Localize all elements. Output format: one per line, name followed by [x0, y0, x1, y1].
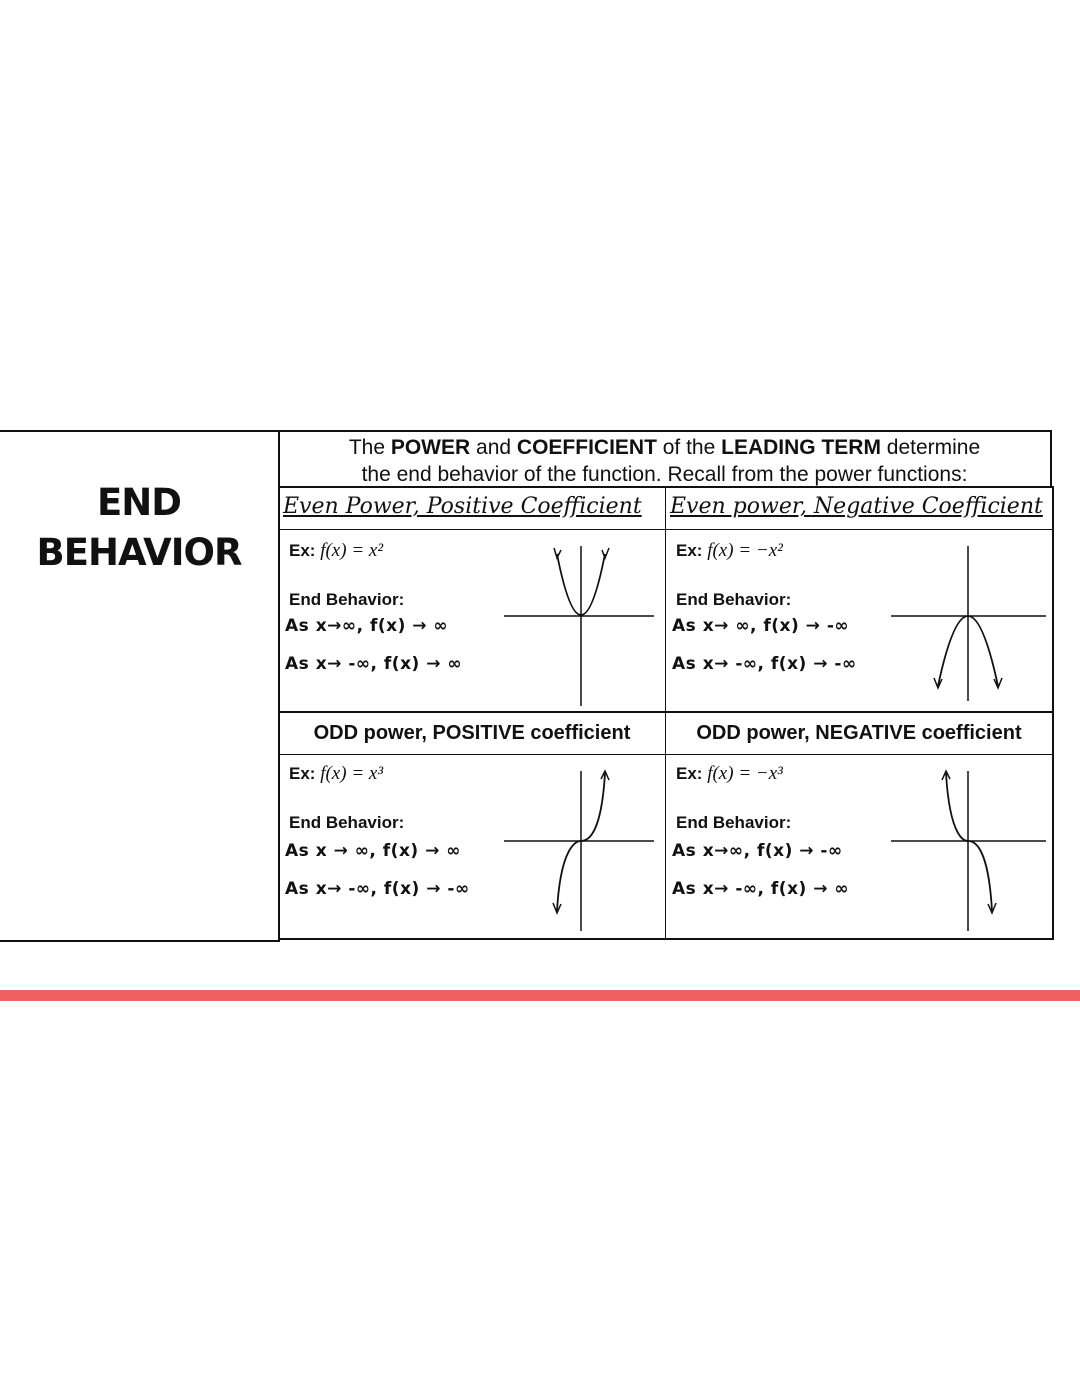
end-behavior-label: End Behavior:	[289, 813, 405, 832]
topic-line-1: END	[97, 481, 181, 524]
graph-even-positive	[499, 536, 669, 711]
case-odd-negative	[666, 713, 1054, 940]
intro-line-1: The POWER and COEFFICIENT of the LEADING TERM determine	[348, 436, 981, 459]
topic-title	[0, 478, 278, 578]
end-behavior-note-2: As x→ -∞, f(x) → ∞	[672, 879, 850, 899]
example: Ex: f(x) = −x²	[676, 540, 783, 561]
intro-text	[279, 430, 1052, 486]
topic-line-2: BEHAVIOR	[36, 531, 242, 574]
example: Ex: f(x) = x²	[289, 540, 384, 561]
case-even-negative	[666, 486, 1054, 713]
case-title: Even Power, Positive Coefficient	[279, 488, 665, 530]
case-title: ODD power, POSITIVE coefficient	[279, 713, 665, 755]
end-behavior-table	[0, 430, 1054, 940]
end-behavior-label: End Behavior:	[676, 813, 792, 832]
end-behavior-note-1: As x→∞, f(x) → -∞	[672, 841, 843, 861]
case-odd-positive	[279, 713, 666, 940]
graph-even-negative	[886, 536, 1056, 711]
intro-line-2: the end behavior of the function. Recall from the power functions:	[361, 463, 968, 486]
end-behavior-note-2: As x→ -∞, f(x) → -∞	[672, 654, 857, 674]
case-even-positive	[279, 486, 666, 713]
end-behavior-note-1: As x→∞, f(x) → ∞	[285, 616, 449, 636]
end-behavior-label: End Behavior:	[676, 590, 792, 609]
graph-odd-positive	[499, 761, 669, 936]
topic-cell	[0, 430, 280, 942]
end-behavior-label: End Behavior:	[289, 590, 405, 609]
end-behavior-note-1: As x → ∞, f(x) → ∞	[285, 841, 461, 861]
end-behavior-note-2: As x→ -∞, f(x) → -∞	[285, 879, 470, 899]
graph-odd-negative	[886, 761, 1056, 936]
end-behavior-note-2: As x→ -∞, f(x) → ∞	[285, 654, 463, 674]
end-behavior-note-1: As x→ ∞, f(x) → -∞	[672, 616, 850, 636]
content-area	[279, 430, 1054, 940]
example: Ex: f(x) = −x³	[676, 763, 783, 784]
accent-divider	[0, 990, 1080, 1001]
example: Ex: f(x) = x³	[289, 763, 384, 784]
case-title: Even power, Negative Coefficient	[666, 488, 1052, 530]
case-title: ODD power, NEGATIVE coefficient	[666, 713, 1052, 755]
